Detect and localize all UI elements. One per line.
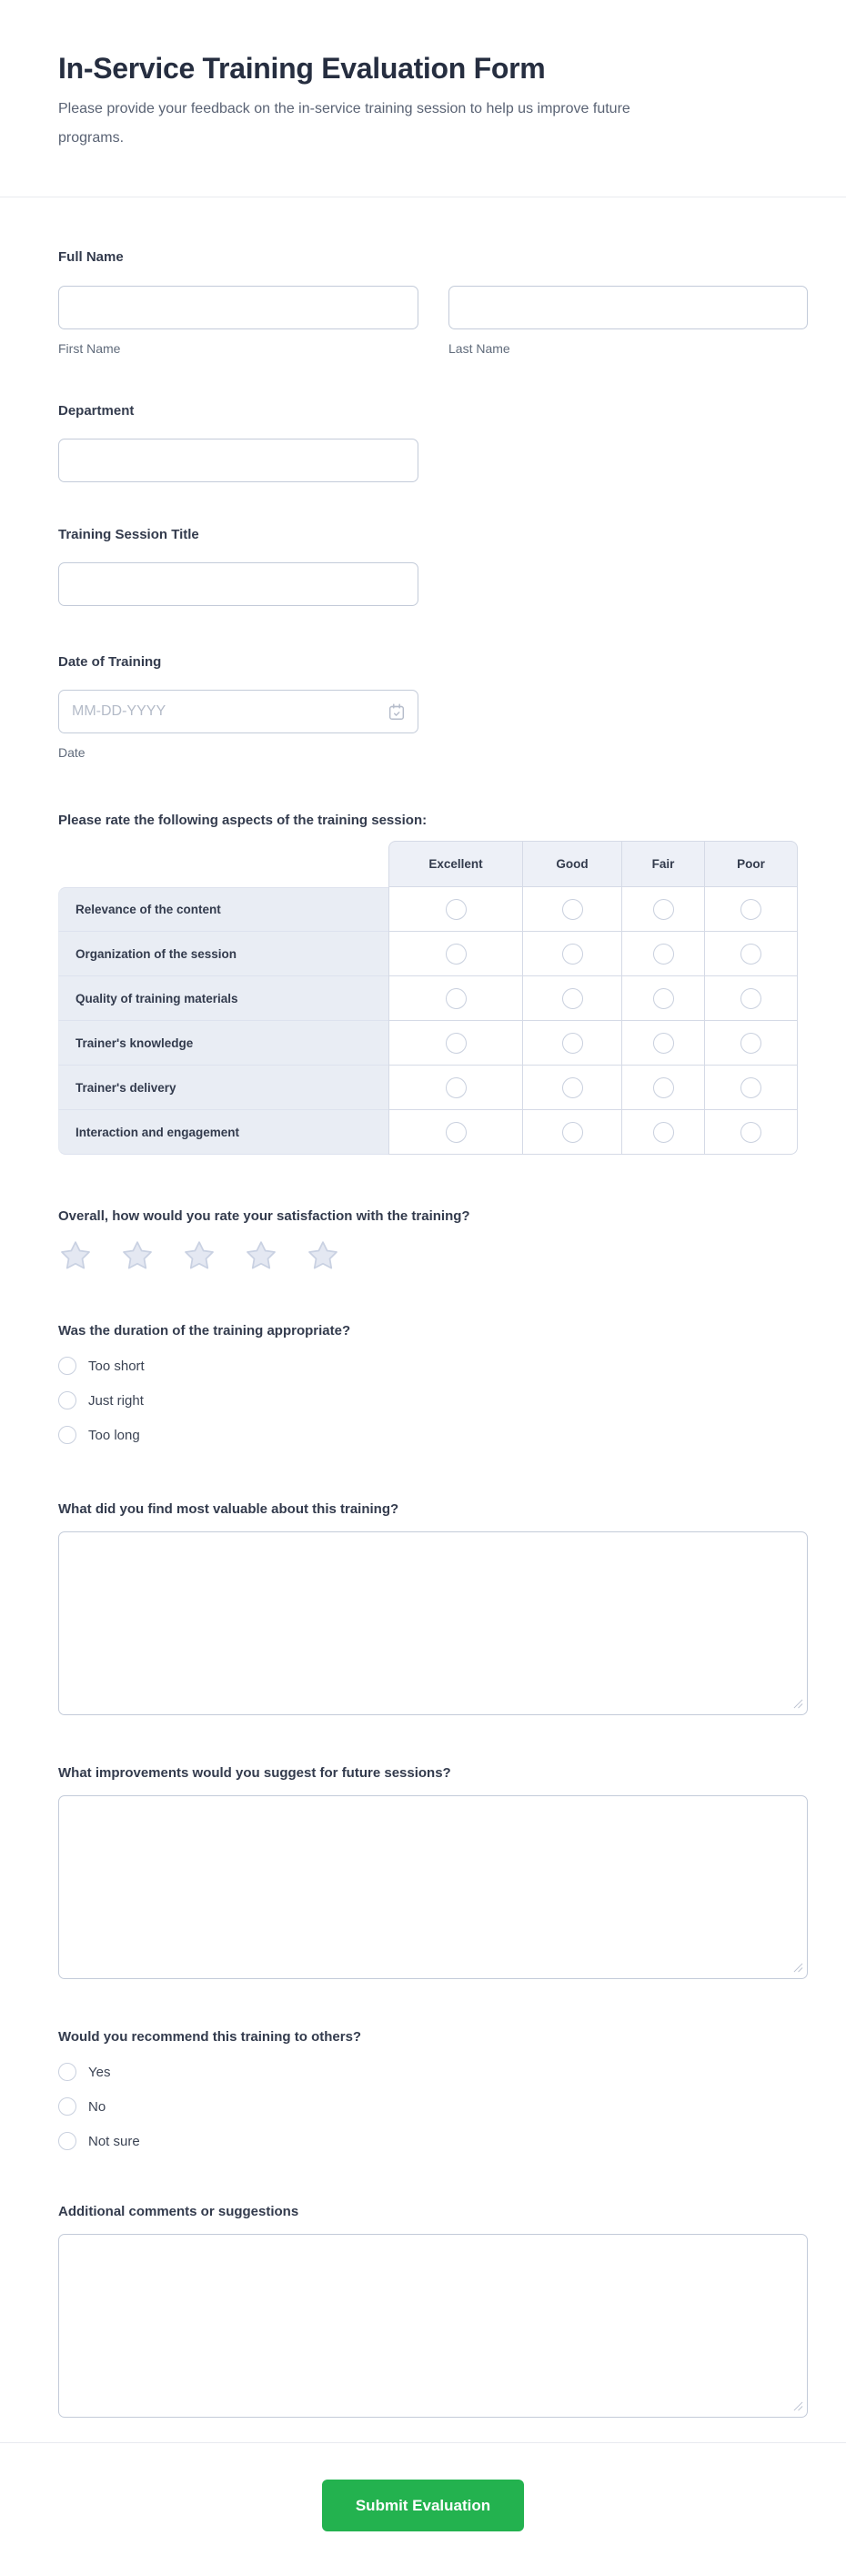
radio-knowledge-poor[interactable] (740, 1033, 761, 1054)
radio-knowledge-fair[interactable] (653, 1033, 674, 1054)
valuable-field (58, 1500, 808, 1715)
radio-delivery-good[interactable] (562, 1077, 583, 1098)
department-input[interactable] (58, 439, 418, 482)
radio-knowledge-excellent[interactable] (446, 1033, 467, 1054)
improvements-textarea[interactable] (58, 1795, 808, 1979)
valuable-question: What did you find most valuable about this training? (58, 1501, 399, 1517)
radio-delivery-poor[interactable] (740, 1077, 761, 1098)
rating-header-empty-cell (58, 841, 388, 887)
form-footer (0, 2443, 846, 2576)
last-name-sublabel: Last Name (448, 341, 510, 356)
option-label: Yes (88, 2064, 111, 2080)
satisfaction-field (58, 1207, 808, 1273)
option-label: Too long (88, 1427, 140, 1443)
rating-column-fair: Fair (622, 841, 705, 887)
form-header (0, 0, 846, 197)
comments-label: Additional comments or suggestions (58, 2204, 299, 2219)
radio-relevance-good[interactable] (562, 899, 583, 920)
full-name-inputs (58, 286, 808, 357)
radio-interaction-poor[interactable] (740, 1122, 761, 1143)
rating-matrix-question: Please rate the following aspects of the training session: (58, 813, 428, 828)
radio-interaction-excellent[interactable] (446, 1122, 467, 1143)
table-row (58, 976, 798, 1021)
star-icon[interactable] (182, 1238, 217, 1273)
radio-organization-good[interactable] (562, 944, 583, 965)
recommend-options (58, 2061, 808, 2152)
radio-organization-fair[interactable] (653, 944, 674, 965)
rating-row-label: Trainer's delivery (58, 1066, 388, 1110)
recommend-option-not-sure[interactable] (58, 2130, 808, 2152)
radio-relevance-excellent[interactable] (446, 899, 467, 920)
recommend-option-no[interactable] (58, 2096, 808, 2117)
rating-column-poor: Poor (705, 841, 798, 887)
session-title-label: Training Session Title (58, 527, 199, 542)
radio-materials-fair[interactable] (653, 988, 674, 1009)
rating-header-row (58, 841, 798, 887)
valuable-textarea-wrap (58, 1531, 808, 1715)
form-body (0, 248, 846, 2443)
training-date-label: Date of Training (58, 654, 162, 670)
option-label: Just right (88, 1392, 144, 1409)
first-name-sublabel: First Name (58, 341, 121, 356)
rating-row-label: Relevance of the content (58, 887, 388, 932)
star-icon[interactable] (120, 1238, 155, 1273)
calendar-icon[interactable] (387, 702, 407, 722)
first-name-column (58, 286, 418, 357)
radio-icon[interactable] (58, 1426, 76, 1444)
form-description: Please provide your feedback on the in-service training session to help us improve future programs. (58, 101, 630, 146)
star-icon[interactable] (306, 1238, 340, 1273)
department-field (58, 402, 808, 482)
duration-field (58, 1322, 808, 1446)
table-row (58, 932, 798, 976)
radio-icon[interactable] (58, 2063, 76, 2081)
full-name-field (58, 248, 808, 357)
radio-icon[interactable] (58, 1391, 76, 1409)
resize-handle-icon[interactable] (793, 1699, 803, 1709)
department-label: Department (58, 403, 135, 419)
option-label: No (88, 2098, 106, 2115)
radio-icon[interactable] (58, 2132, 76, 2150)
radio-knowledge-good[interactable] (562, 1033, 583, 1054)
training-date-input[interactable] (58, 690, 418, 733)
rating-row-label: Interaction and engagement (58, 1110, 388, 1155)
recommend-question: Would you recommend this training to others? (58, 2029, 362, 2045)
radio-organization-poor[interactable] (740, 944, 761, 965)
rating-row-label: Trainer's knowledge (58, 1021, 388, 1066)
session-title-input[interactable] (58, 562, 418, 606)
improvements-textarea-wrap (58, 1795, 808, 1979)
duration-options (58, 1355, 808, 1446)
comments-textarea[interactable] (58, 2234, 808, 2418)
comments-field (58, 2203, 808, 2418)
last-name-input[interactable] (448, 286, 808, 329)
table-row (58, 1110, 798, 1155)
recommend-option-yes[interactable] (58, 2061, 808, 2083)
comments-textarea-wrap (58, 2234, 808, 2418)
table-row (58, 1066, 798, 1110)
option-label: Too short (88, 1358, 145, 1374)
improvements-field (58, 1764, 808, 1979)
training-date-field (58, 653, 808, 761)
rating-column-good: Good (523, 841, 622, 887)
duration-question: Was the duration of the training appropriate? (58, 1323, 351, 1339)
table-row (58, 1021, 798, 1066)
rating-matrix-field (58, 812, 808, 1155)
radio-materials-good[interactable] (562, 988, 583, 1009)
rating-row-label: Quality of training materials (58, 976, 388, 1021)
radio-interaction-good[interactable] (562, 1122, 583, 1143)
rating-column-excellent: Excellent (388, 841, 523, 887)
resize-handle-icon[interactable] (793, 1963, 803, 1973)
radio-icon[interactable] (58, 1357, 76, 1375)
recommend-field (58, 2028, 808, 2152)
radio-materials-poor[interactable] (740, 988, 761, 1009)
radio-relevance-poor[interactable] (740, 899, 761, 920)
radio-materials-excellent[interactable] (446, 988, 467, 1009)
duration-option-too-long[interactable] (58, 1424, 808, 1446)
radio-delivery-excellent[interactable] (446, 1077, 467, 1098)
satisfaction-question: Overall, how would you rate your satisfaction with the training? (58, 1208, 470, 1224)
improvements-question: What improvements would you suggest for future sessions? (58, 1765, 451, 1781)
first-name-input[interactable] (58, 286, 418, 329)
radio-interaction-fair[interactable] (653, 1122, 674, 1143)
training-date-sublabel: Date (58, 745, 86, 760)
option-label: Not sure (88, 2133, 140, 2149)
star-icon[interactable] (58, 1238, 93, 1273)
radio-delivery-fair[interactable] (653, 1077, 674, 1098)
resize-handle-icon[interactable] (793, 2401, 803, 2411)
page-title: In-Service Training Evaluation Form (58, 52, 546, 85)
submit-evaluation-button[interactable]: Submit Evaluation (322, 2480, 524, 2531)
radio-relevance-fair[interactable] (653, 899, 674, 920)
table-row (58, 887, 798, 932)
radio-organization-excellent[interactable] (446, 944, 467, 965)
duration-option-just-right[interactable] (58, 1389, 808, 1411)
rating-matrix-table (58, 841, 798, 1155)
rating-row-label: Organization of the session (58, 932, 388, 976)
star-icon[interactable] (244, 1238, 278, 1273)
session-title-field (58, 526, 808, 606)
training-date-input-wrap (58, 690, 418, 733)
last-name-column (448, 286, 808, 357)
radio-icon[interactable] (58, 2097, 76, 2116)
duration-option-too-short[interactable] (58, 1355, 808, 1377)
full-name-label: Full Name (58, 249, 124, 265)
valuable-textarea[interactable] (58, 1531, 808, 1715)
star-rating (58, 1238, 808, 1273)
